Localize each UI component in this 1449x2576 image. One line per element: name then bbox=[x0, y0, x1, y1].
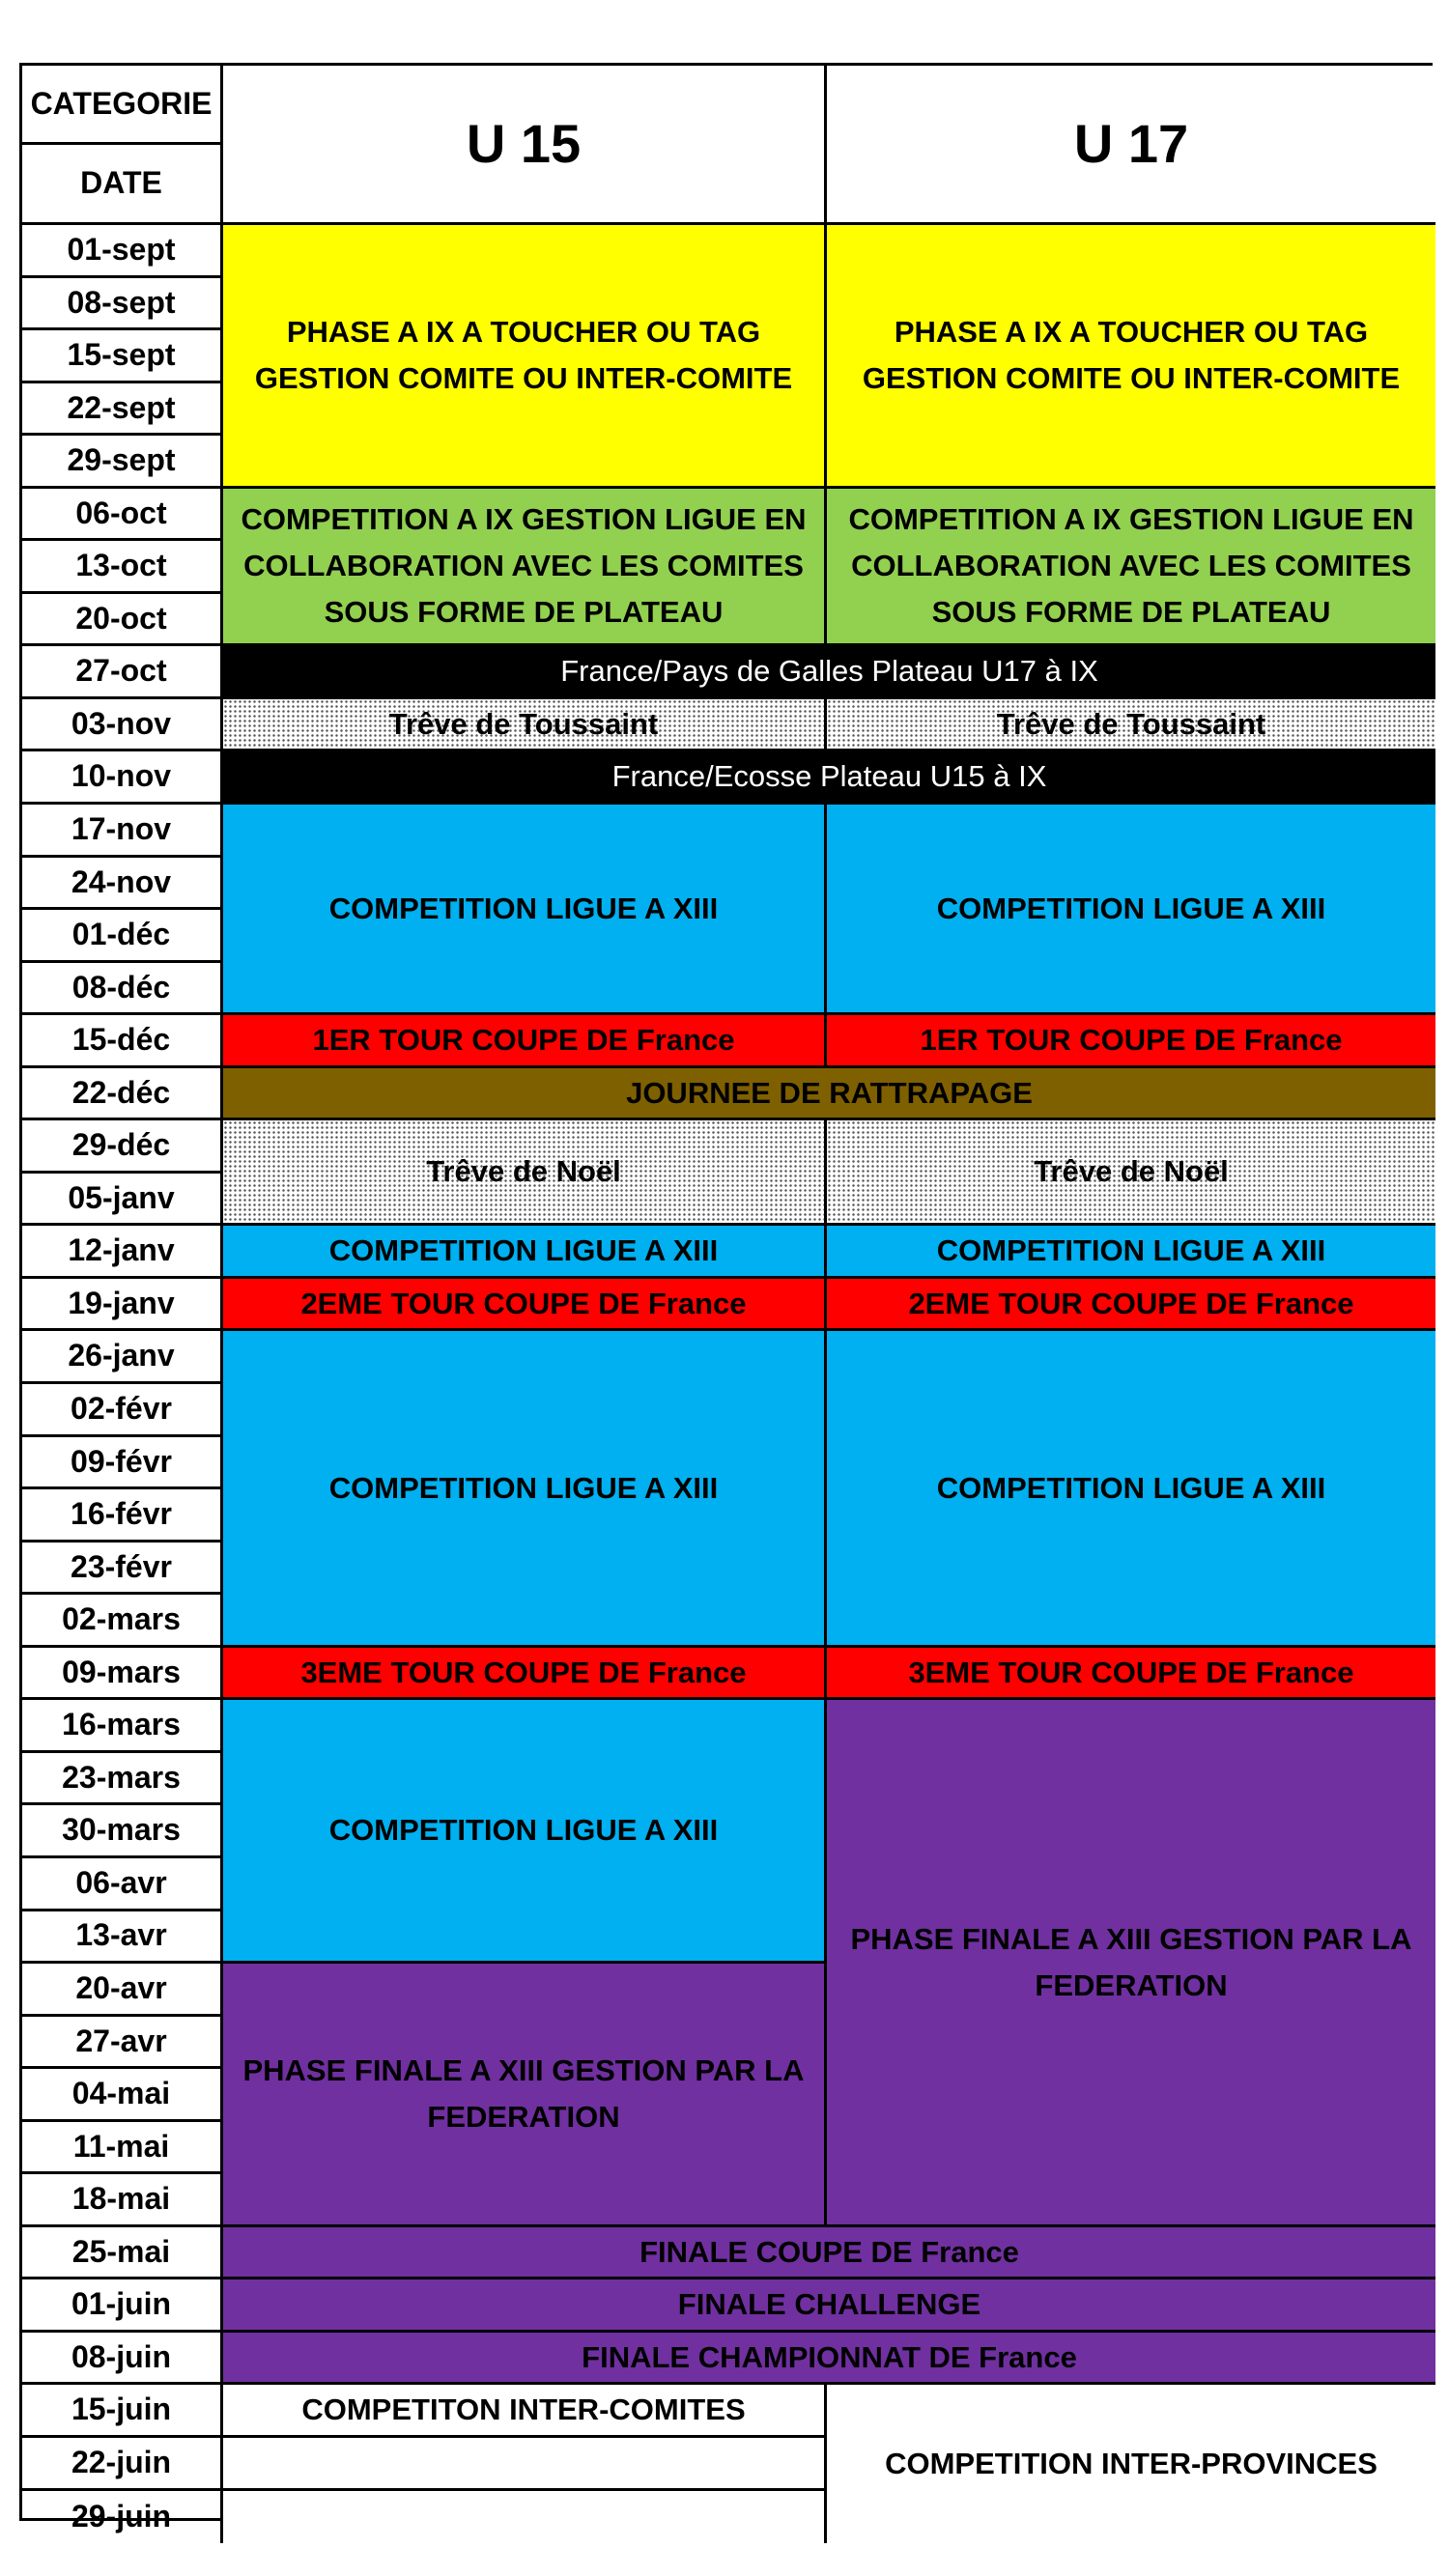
ligue-xiii-u15-block: COMPETITION LIGUE A XIII bbox=[223, 1700, 827, 1964]
competition-ix-u17-block: COMPETITION A IX GESTION LIGUE EN COLLABORATION AVEC LES COMITES SOUS FORME DE PLATEAU bbox=[827, 489, 1435, 647]
categorie-header: CATEGORIE bbox=[22, 66, 223, 145]
date-cell: 13-oct bbox=[22, 541, 223, 594]
france-galles-plateau-row: France/Pays de Galles Plateau U17 à IX bbox=[223, 646, 1435, 699]
competition-ix-u15-block: COMPETITION A IX GESTION LIGUE EN COLLABORATION AVEC LES COMITES SOUS FORME DE PLATEAU bbox=[223, 489, 827, 647]
phase-ix-u17-block: PHASE A IX A TOUCHER OU TAG GESTION COMITE OU INTER-COMITE bbox=[827, 225, 1435, 489]
date-cell: 16-févr bbox=[22, 1489, 223, 1543]
ligue-xiii-u17-block: COMPETITION LIGUE A XIII bbox=[827, 1226, 1435, 1279]
date-cell: 29-juin bbox=[22, 2491, 223, 2544]
date-cell: 09-mars bbox=[22, 1648, 223, 1701]
date-cell: 02-févr bbox=[22, 1384, 223, 1437]
treve-toussaint-u17: Trêve de Toussaint bbox=[827, 699, 1435, 752]
u17-column-header: U 17 bbox=[827, 66, 1435, 225]
finale-championnat-row: FINALE CHAMPIONNAT DE France bbox=[223, 2333, 1435, 2386]
date-cell: 20-avr bbox=[22, 1964, 223, 2017]
treve-noel-u17: Trêve de Noël bbox=[827, 1120, 1435, 1226]
date-cell: 15-sept bbox=[22, 330, 223, 383]
date-header: DATE bbox=[22, 145, 223, 225]
date-cell: 06-avr bbox=[22, 1858, 223, 1911]
date-cell: 23-mars bbox=[22, 1753, 223, 1806]
date-cell: 11-mai bbox=[22, 2122, 223, 2175]
ligue-xiii-u15-block: COMPETITION LIGUE A XIII bbox=[223, 805, 827, 1015]
date-cell: 29-déc bbox=[22, 1120, 223, 1174]
date-cell: 17-nov bbox=[22, 805, 223, 858]
date-cell: 04-mai bbox=[22, 2069, 223, 2122]
date-cell: 15-juin bbox=[22, 2385, 223, 2438]
ligue-xiii-u17-block: COMPETITION LIGUE A XIII bbox=[827, 1331, 1435, 1647]
france-ecosse-plateau-row: France/Ecosse Plateau U15 à IX bbox=[223, 751, 1435, 805]
date-cell: 22-sept bbox=[22, 383, 223, 437]
coupe-tour3-u15: 3EME TOUR COUPE DE France bbox=[223, 1648, 827, 1701]
ligue-xiii-u15-block: COMPETITION LIGUE A XIII bbox=[223, 1226, 827, 1279]
date-cell: 24-nov bbox=[22, 858, 223, 911]
date-cell: 08-juin bbox=[22, 2333, 223, 2386]
date-cell: 10-nov bbox=[22, 751, 223, 805]
date-cell: 08-déc bbox=[22, 963, 223, 1016]
date-cell: 25-mai bbox=[22, 2227, 223, 2280]
date-cell: 02-mars bbox=[22, 1595, 223, 1648]
phase-finale-u15-block: PHASE FINALE A XIII GESTION PAR LA FEDERATION bbox=[223, 1964, 827, 2227]
phase-finale-u17-block: PHASE FINALE A XIII GESTION PAR LA FEDERATION bbox=[827, 1700, 1435, 2226]
u15-column-header: U 15 bbox=[223, 66, 827, 225]
empty-cell bbox=[223, 2438, 827, 2491]
rattrapage-row: JOURNEE DE RATTRAPAGE bbox=[223, 1068, 1435, 1121]
date-cell: 01-déc bbox=[22, 910, 223, 963]
date-cell: 16-mars bbox=[22, 1700, 223, 1753]
treve-toussaint-u15: Trêve de Toussaint bbox=[223, 699, 827, 752]
treve-noel-u15: Trêve de Noël bbox=[223, 1120, 827, 1226]
date-cell: 03-nov bbox=[22, 699, 223, 752]
date-cell: 01-sept bbox=[22, 225, 223, 278]
date-cell: 18-mai bbox=[22, 2174, 223, 2227]
date-cell: 20-oct bbox=[22, 594, 223, 647]
date-cell: 19-janv bbox=[22, 1279, 223, 1332]
date-cell: 22-déc bbox=[22, 1068, 223, 1121]
inter-provinces-u17-block: COMPETITION INTER-PROVINCES bbox=[827, 2385, 1435, 2543]
date-cell: 23-févr bbox=[22, 1543, 223, 1596]
calendar-table bbox=[19, 63, 1433, 2534]
date-cell: 09-févr bbox=[22, 1437, 223, 1490]
date-cell: 26-janv bbox=[22, 1331, 223, 1384]
coupe-tour2-u17: 2EME TOUR COUPE DE France bbox=[827, 1279, 1435, 1332]
date-cell: 08-sept bbox=[22, 278, 223, 331]
date-cell: 15-déc bbox=[22, 1015, 223, 1068]
finale-challenge-row: FINALE CHALLENGE bbox=[223, 2279, 1435, 2333]
ligue-xiii-u15-block: COMPETITION LIGUE A XIII bbox=[223, 1331, 827, 1647]
inter-comites-u15: COMPETITON INTER-COMITES bbox=[223, 2385, 827, 2438]
date-cell: 01-juin bbox=[22, 2279, 223, 2333]
date-cell: 29-sept bbox=[22, 436, 223, 489]
date-cell: 13-avr bbox=[22, 1911, 223, 1965]
coupe-tour3-u17: 3EME TOUR COUPE DE France bbox=[827, 1648, 1435, 1701]
coupe-tour1-u15: 1ER TOUR COUPE DE France bbox=[223, 1015, 827, 1068]
date-cell: 27-avr bbox=[22, 2017, 223, 2070]
date-cell: 12-janv bbox=[22, 1226, 223, 1279]
ligue-xiii-u17-block: COMPETITION LIGUE A XIII bbox=[827, 805, 1435, 1015]
finale-coupe-row: FINALE COUPE DE France bbox=[223, 2227, 1435, 2280]
empty-cell bbox=[223, 2491, 827, 2544]
coupe-tour1-u17: 1ER TOUR COUPE DE France bbox=[827, 1015, 1435, 1068]
date-cell: 05-janv bbox=[22, 1174, 223, 1227]
date-cell: 22-juin bbox=[22, 2438, 223, 2491]
date-cell: 06-oct bbox=[22, 489, 223, 542]
date-cell: 27-oct bbox=[22, 646, 223, 699]
coupe-tour2-u15: 2EME TOUR COUPE DE France bbox=[223, 1279, 827, 1332]
date-cell: 30-mars bbox=[22, 1805, 223, 1858]
phase-ix-u15-block: PHASE A IX A TOUCHER OU TAG GESTION COMITE OU INTER-COMITE bbox=[223, 225, 827, 489]
